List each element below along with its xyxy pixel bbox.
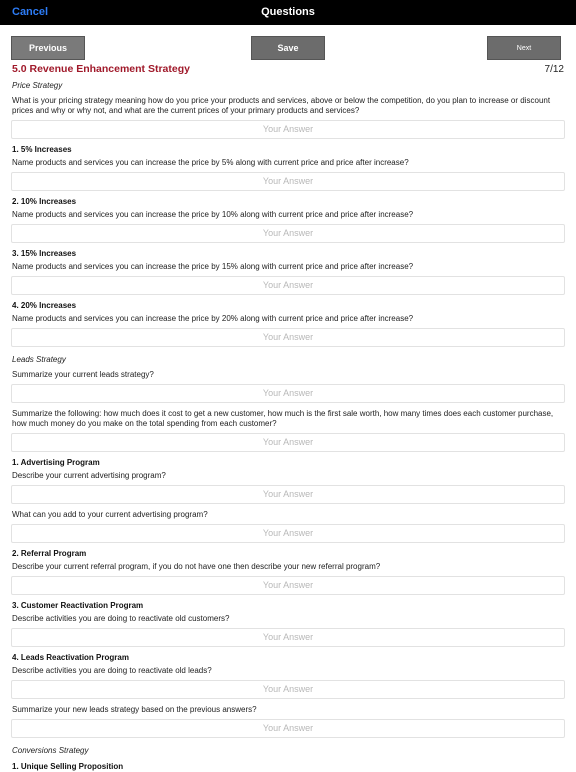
answer-field[interactable]: Your Answer	[11, 628, 565, 647]
navigation-bar	[0, 0, 576, 25]
screen-title: Questions	[261, 6, 315, 18]
answer-field[interactable]: Your Answer	[11, 576, 565, 595]
question-text: Summarize your current leads strategy?	[12, 370, 154, 379]
subsection-label: Leads Strategy	[12, 355, 66, 364]
answer-field[interactable]: Your Answer	[11, 276, 565, 295]
subsection-label: Price Strategy	[12, 81, 63, 90]
save-button[interactable]: Save	[251, 36, 325, 60]
question-heading: 3. 15% Increases	[12, 249, 77, 258]
question-text: What can you add to your current advertising program?	[12, 510, 208, 519]
question-heading: 1. Unique Selling Proposition	[12, 762, 124, 771]
answer-field[interactable]: Your Answer	[11, 680, 565, 699]
question-text: What is your pricing strategy meaning how do you price your products and services, above or below the competition, do you plan to increase or discount prices and why or why not, and what are the current prices of your primary products and services?	[12, 96, 551, 115]
answer-field[interactable]: Your Answer	[11, 224, 565, 243]
question-heading: 4. Leads Reactivation Program	[12, 653, 129, 662]
answer-field[interactable]: Your Answer	[11, 524, 565, 543]
answer-field[interactable]: Your Answer	[11, 328, 565, 347]
question-heading: 1. Advertising Program	[12, 458, 100, 467]
answer-field[interactable]: Your Answer	[11, 433, 565, 452]
question-text: Describe activities you are doing to reactivate old leads?	[12, 666, 212, 675]
question-text: Describe activities you are doing to reactivate old customers?	[12, 614, 230, 623]
question-text: Describe your current referral program, if you do not have one then describe your new referral program?	[12, 562, 381, 571]
answer-field[interactable]: Your Answer	[11, 172, 565, 191]
answer-field[interactable]: Your Answer	[11, 384, 565, 403]
question-text: Summarize the following: how much does it cost to get a new customer, how much is the first sale worth, how many times does each customer purchase, how much money do you make on the total spending from each customer?	[12, 409, 554, 428]
question-heading: 1. 5% Increases	[12, 145, 72, 154]
answer-field[interactable]: Your Answer	[11, 485, 565, 504]
page-indicator: 7/12	[544, 64, 564, 75]
subsection-label: Conversions Strategy	[12, 746, 89, 755]
answer-field[interactable]: Your Answer	[11, 719, 565, 738]
question-heading: 3. Customer Reactivation Program	[12, 601, 144, 610]
section-title: 5.0 Revenue Enhancement Strategy	[12, 63, 190, 75]
questions-form	[0, 79, 576, 772]
question-text: Name products and services you can increase the price by 20% along with current price and price after increase?	[12, 314, 414, 323]
answer-field[interactable]: Your Answer	[11, 120, 565, 139]
question-heading: 2. 10% Increases	[12, 197, 77, 206]
question-text: Describe your current advertising program?	[12, 471, 166, 480]
next-button[interactable]: Next	[487, 36, 561, 60]
cancel-button[interactable]: Cancel	[12, 6, 49, 18]
toolbar	[0, 25, 576, 61]
question-heading: 4. 20% Increases	[12, 301, 77, 310]
question-heading: 2. Referral Program	[12, 549, 87, 558]
question-text: Summarize your new leads strategy based on the previous answers?	[12, 705, 257, 714]
question-text: Name products and services you can increase the price by 10% along with current price and price after increase?	[12, 210, 414, 219]
question-text: Name products and services you can increase the price by 15% along with current price and price after increase?	[12, 262, 414, 271]
question-text: Name products and services you can increase the price by 5% along with current price and price after increase?	[12, 158, 409, 167]
section-header	[0, 61, 576, 79]
previous-button[interactable]: Previous	[11, 36, 85, 60]
